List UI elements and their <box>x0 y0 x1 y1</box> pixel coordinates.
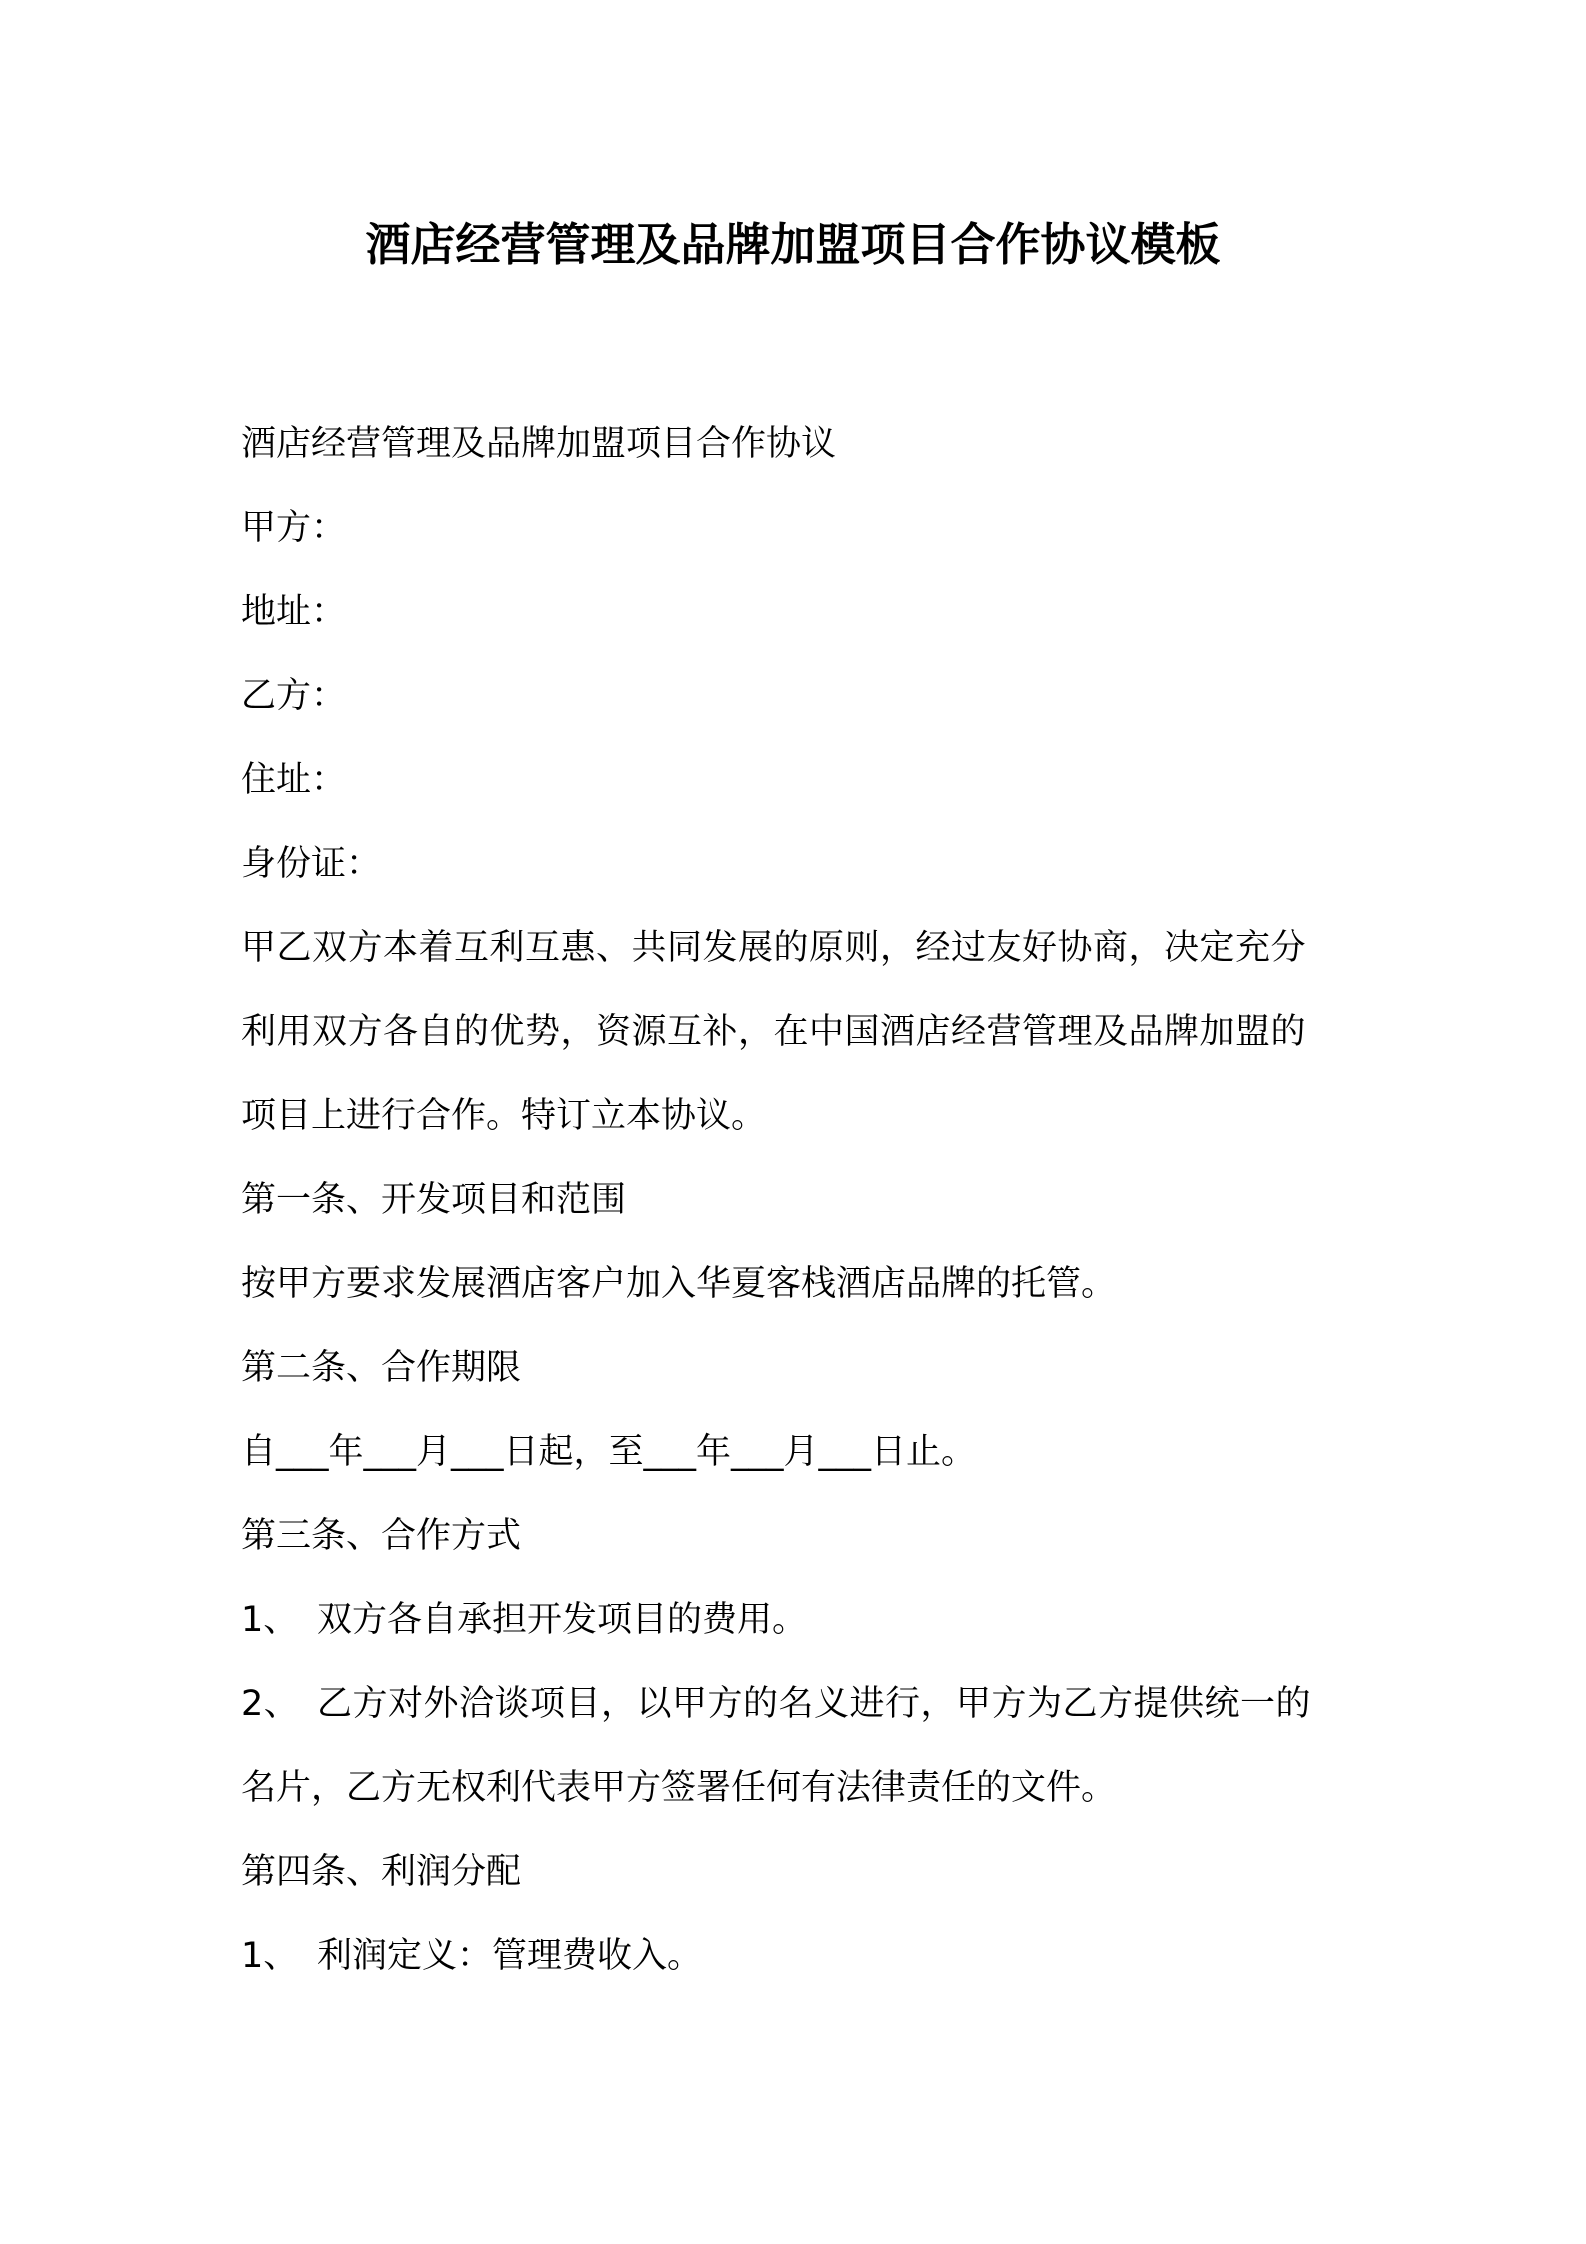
article-2-text: 自___年___月___日起，至___年___月___日止。 <box>241 1432 977 1472</box>
list-item <box>241 1914 1361 1998</box>
party-a-label: 甲方： <box>241 508 347 548</box>
list-item-text: 双方各自承担开发项目的费用。 <box>317 1600 808 1640</box>
document-title: 酒店经营管理及品牌加盟项目合作协议模板 <box>365 218 1221 271</box>
list-item <box>241 1578 1361 1662</box>
article-3-heading: 第三条、合作方式 <box>241 1516 522 1556</box>
address-label: 地址： <box>241 592 347 632</box>
list-item-text: 乙方对外洽谈项目，以甲方的名义进行，甲方为乙方提供统一的 <box>317 1684 1312 1724</box>
article-4-heading: 第四条、利润分配 <box>241 1852 522 1892</box>
residence-label: 住址： <box>241 760 347 800</box>
list-item-text: 利润定义：管理费收入。 <box>317 1936 703 1976</box>
article-1-heading: 第一条、开发项目和范围 <box>241 1180 627 1220</box>
id-card-label: 身份证： <box>241 844 382 884</box>
intro-paragraph-line-2: 利用双方各自的优势，资源互补，在中国酒店经营管理及品牌加盟的 <box>241 1012 1307 1052</box>
list-item-number: 1、 <box>241 1600 299 1640</box>
agreement-heading: 酒店经营管理及品牌加盟项目合作协议 <box>241 424 837 464</box>
list-item-continuation: 名片，乙方无权利代表甲方签署任何有法律责任的文件。 <box>241 1768 1117 1808</box>
article-1-text: 按甲方要求发展酒店客户加入华夏客栈酒店品牌的托管。 <box>241 1264 1117 1304</box>
list-item-number: 2、 <box>241 1684 300 1724</box>
intro-paragraph-line-1: 甲乙双方本着互利互惠、共同发展的原则，经过友好协商，决定充分 <box>241 928 1307 968</box>
list-item <box>241 1662 1361 1746</box>
intro-paragraph-line-3: 项目上进行合作。特订立本协议。 <box>241 1096 767 1136</box>
article-2-heading: 第二条、合作期限 <box>241 1348 522 1388</box>
document-body <box>241 402 1361 1998</box>
list-item-number: 1、 <box>241 1936 299 1976</box>
party-b-label: 乙方： <box>241 676 347 716</box>
